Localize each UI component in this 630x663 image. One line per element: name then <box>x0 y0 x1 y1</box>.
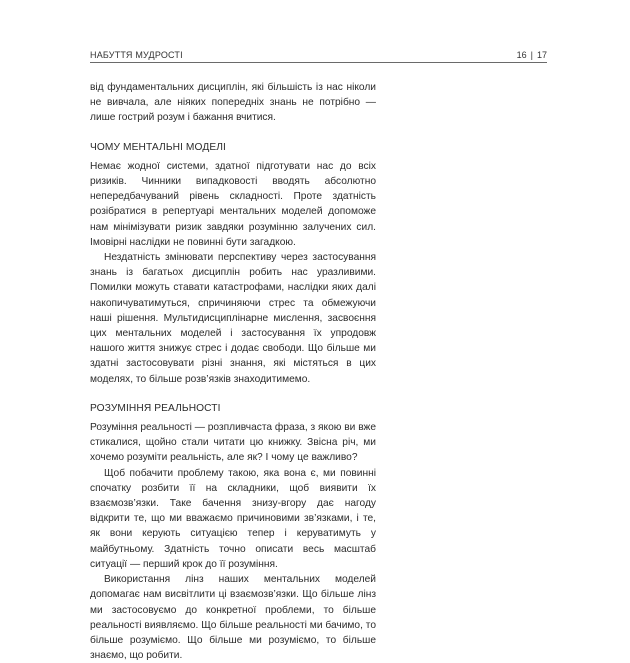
paragraph: Щоб побачити проблему такою, яка вона є, ми повинні спочатку розбити її на складники, щоб виявити їх взаємозв’язки. Таке бачення знизу-вгору дає нагоду відкрити те, що ми вважаємо причиновими зв’язками, і те, як вони керують ситуацією тепер і керуватимуть у майбутньому. Здатність точно описати весь масштаб ситуації — перший крок до її розуміння. <box>90 467 376 570</box>
running-title: НАБУТТЯ МУДРОСТІ <box>90 50 183 60</box>
paragraph-continuation: від фундаментальних дисциплін, які більшість із нас ніколи не вивчала, але ніяких попередніх знань не потрібно — лише гострий розум і бажання вчитися. <box>90 82 376 124</box>
page-body <box>90 80 376 663</box>
section-heading-understanding-reality: РОЗУМІННЯ РЕАЛЬНОСТІ <box>90 402 221 414</box>
page-number-left: 16 <box>516 50 527 60</box>
paragraph: Немає жодної системи, здатної підготувати нас до всіх ризиків. Чинники випадковості вводять абсолютно непередбачуваний рівень складності. Проте здатність розібратися в репертуарі ментальних моделей допоможе нам мінімізувати ризик завдяки розумінню залучених сил. Імовірні наслідки не повинні бути загадкою. <box>90 160 376 248</box>
section-heading-mental-models: ЧОМУ МЕНТАЛЬНІ МОДЕЛІ <box>90 141 226 153</box>
header-rule <box>90 62 547 63</box>
page-number-right: 17 <box>536 50 547 60</box>
paragraph: Розуміння реальності — розпливчаста фраза, з якою ви вже стикалися, щойно стали читати цю книжку. Звісна річ, ми хочемо розуміти реальність, але як? І чому це важливо? <box>90 422 376 464</box>
page-numbers <box>517 50 547 60</box>
paragraph: Використання лінз наших ментальних моделей допомагає нам висвітлити ці взаємозв’язки. Що більше лінз ми застосовуємо до конкретної проблеми, то більше реальності виявляємо. Що більше реальності ми бачимо, то більше розуміємо. Що більше ми розуміємо, то більше знаємо, що робити. <box>90 574 376 662</box>
page-number-separator: | <box>530 50 533 60</box>
paragraph: Нездатність змінювати перспективу через застосування знань із багатьох дисциплін робить нас уразливими. Помилки можуть ставати катастрофами, наслідки яких далі накопичуватимуться, спричиняючи стрес та обмежуючи наші рішення. Мультидисциплінарне мислення, засвоєння цих ментальних моделей і застосування їх упродовж нашого життя знижує стрес і додає свободи. Що більше ми здатні застосовувати різні знання, які містяться в цих моделях, то більше розв’язків знаходитимемо. <box>90 252 376 385</box>
